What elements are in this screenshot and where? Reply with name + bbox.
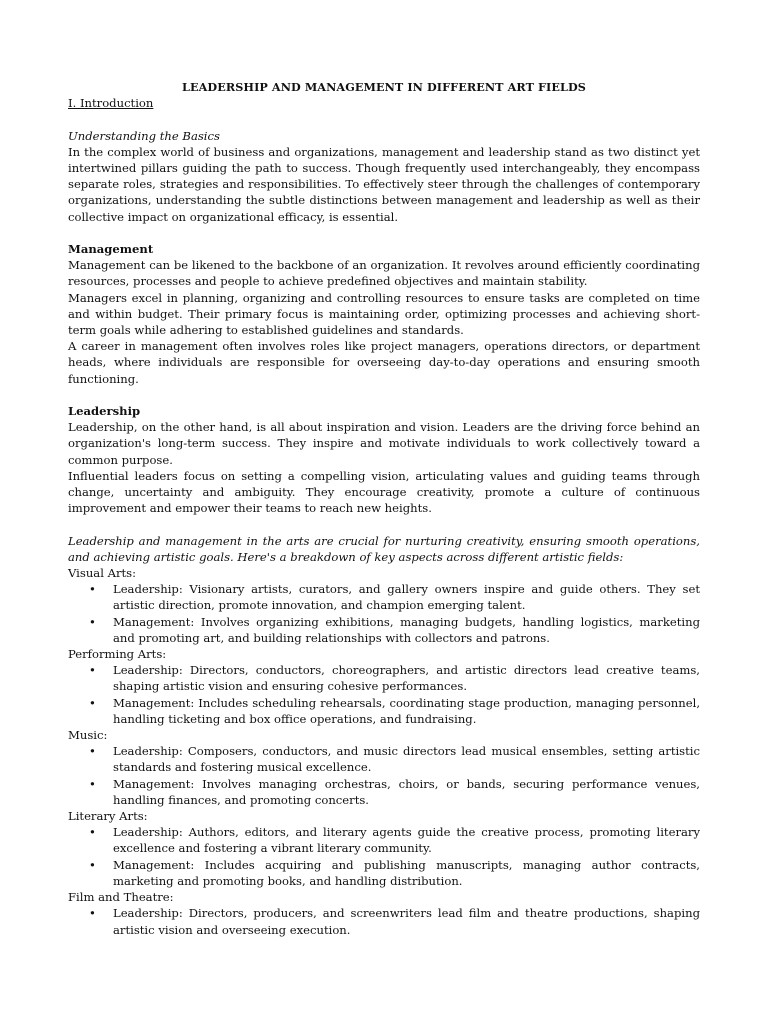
list-item: • Leadership: Visionary artists, curators, and gallery owners inspire and guide others. They set artistic direction, promote innovation, and champion emerging talent. [68, 581, 700, 613]
field-film-and-theatre [68, 889, 700, 938]
spacer [68, 225, 700, 241]
arts-intro-paragraph: Leadership and management in the arts are crucial for nurturing creativity, ensuring smooth operations, and achieving artistic goals. Here's a breakdown of key aspects across different artistic fields: [68, 533, 700, 564]
field-name: Music: [68, 728, 108, 743]
field-name: Film and Theatre: [68, 890, 174, 905]
field-name: Literary Arts: [68, 809, 148, 824]
field-name: Performing Arts: [68, 647, 167, 662]
field-list [68, 824, 700, 889]
spacer [68, 516, 700, 532]
spacer [68, 111, 700, 127]
management-paragraph-2: Managers excel in planning, organizing and controlling resources to ensure tasks are completed on time and within budget. Their primary focus is maintaining order, optimizing processes and achieving short-term goals while adhering to established guidelines and standards. [68, 290, 700, 338]
list-item: • Management: Involves managing orchestras, choirs, or bands, securing performance venues, handling finances, and promoting concerts. [68, 776, 700, 808]
field-list [68, 662, 700, 727]
leadership-paragraph-1: Leadership, on the other hand, is all about inspiration and vision. Leaders are the driving force behind an organization's long-term success. They inspire and motivate individuals to work collectively toward a common purpose. [68, 420, 700, 467]
management-paragraph-3: A career in management often involves roles like project managers, operations directors, or department heads, where individuals are responsible for overseeing day-to-day operations and ensuring smooth functioning. [68, 339, 700, 386]
list-item: • Leadership: Directors, conductors, choreographers, and artistic directors lead creative teams, shaping artistic vision and ensuring cohesive performances. [68, 662, 700, 694]
field-list [68, 743, 700, 808]
list-item: • Leadership: Authors, editors, and literary agents guide the creative process, promoting literary excellence and fostering a vibrant literary community. [68, 824, 700, 856]
list-item: • Management: Involves organizing exhibitions, managing budgets, handling logistics, marketing and promoting art, and building relationships with collectors and patrons. [68, 614, 700, 646]
spacer [68, 387, 700, 403]
field-list [68, 581, 700, 646]
basics-heading: Understanding the Basics [68, 128, 220, 143]
management-paragraph-1: Management can be likened to the backbone of an organization. It revolves around efficiently coordinating resources, processes and people to achieve predefined objectives and maintain stability. [68, 258, 700, 289]
section-heading [68, 95, 700, 111]
list-item: • Leadership: Directors, producers, and screenwriters lead film and theatre productions, shaping artistic vision and overseeing execution. [68, 905, 700, 937]
list-item: • Management: Includes acquiring and publishing manuscripts, managing author contracts, marketing and promoting books, and handling distribution. [68, 857, 700, 889]
section-heading-text: I. Introduction [68, 96, 154, 111]
field-visual-arts [68, 565, 700, 646]
list-item: • Leadership: Composers, conductors, and music directors lead musical ensembles, setting artistic standards and fostering musical excellence. [68, 743, 700, 775]
management-heading: Management [68, 242, 154, 256]
field-performing-arts [68, 646, 700, 727]
field-list [68, 905, 700, 937]
field-music [68, 727, 700, 808]
leadership-paragraph-2: Influential leaders focus on setting a compelling vision, articulating values and guiding teams through change, uncertainty and ambiguity. They encourage creativity, promote a culture of continuous improvement and empower their teams to reach new heights. [68, 468, 700, 516]
basics-paragraph: In the complex world of business and organizations, management and leadership stand as two distinct yet intertwined pillars guiding the path to success. Though frequently used interchangeably, they encompass separate roles, strategies and responsibilities. To effectively steer through the challenges of contemporary organizations, understanding the subtle distinctions between management and leadership as well as their collective impact on organizational efficacy, is essential. [68, 144, 700, 224]
field-literary-arts [68, 808, 700, 889]
leadership-heading: Leadership [68, 404, 141, 419]
list-item: • Management: Includes scheduling rehearsals, coordinating stage production, managing personnel, handling ticketing and box office operations, and fundraising. [68, 695, 700, 727]
field-name: Visual Arts: [68, 566, 137, 581]
document-title: LEADERSHIP AND MANAGEMENT IN DIFFERENT ART FIELDS [182, 80, 586, 94]
